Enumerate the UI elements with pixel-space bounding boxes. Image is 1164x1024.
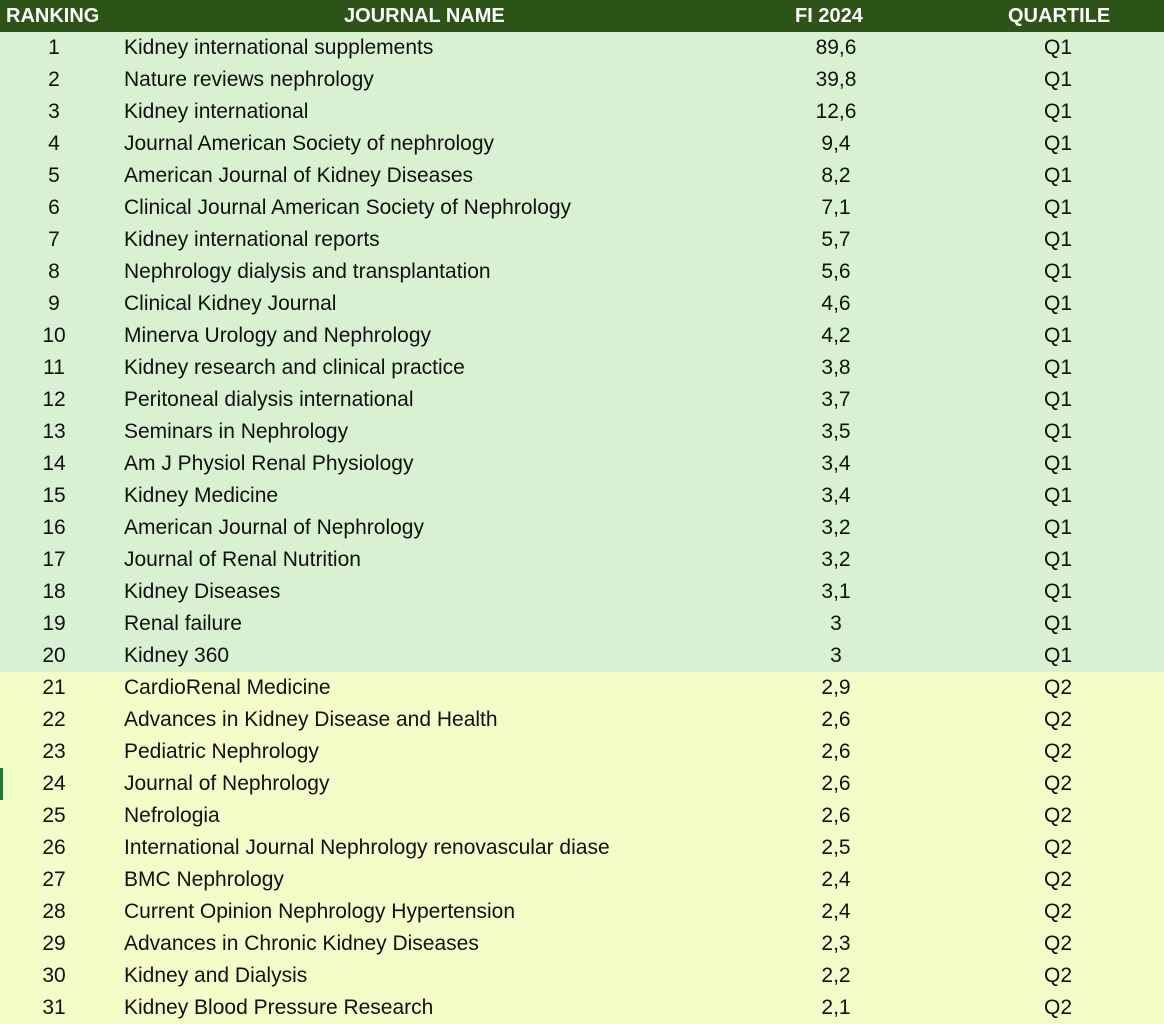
fi-cell[interactable]: 5,6 [821, 260, 851, 283]
table-row[interactable] [0, 64, 1164, 96]
rank-cell[interactable]: 1 [48, 36, 60, 59]
quartile-cell[interactable]: Q1 [1043, 100, 1072, 123]
fi-cell[interactable]: 3 [830, 612, 842, 635]
journal-name-cell[interactable]: Current Opinion Nephrology Hypertension [124, 900, 516, 923]
rank-cell[interactable]: 20 [42, 644, 66, 667]
quartile-cell[interactable]: Q1 [1043, 36, 1072, 59]
journal-name-cell[interactable]: American Journal of Kidney Diseases [124, 164, 474, 187]
quartile-cell[interactable]: Q2 [1043, 708, 1072, 731]
fi-cell[interactable]: 3,8 [821, 356, 851, 379]
journal-name-cell[interactable]: Kidney 360 [124, 644, 230, 667]
quartile-cell[interactable]: Q2 [1043, 964, 1072, 987]
journal-name-cell[interactable]: Nature reviews nephrology [124, 68, 374, 91]
table-body [0, 32, 1164, 1024]
rank-cell[interactable]: 21 [42, 676, 66, 699]
quartile-cell[interactable]: Q2 [1043, 868, 1072, 891]
fi-cell[interactable]: 2,6 [821, 740, 851, 763]
table-row[interactable] [0, 32, 1164, 64]
quartile-cell[interactable]: Q1 [1043, 228, 1072, 251]
quartile-cell[interactable]: Q2 [1043, 996, 1072, 1019]
journal-name-cell[interactable]: Kidney research and clinical practice [124, 356, 465, 379]
quartile-cell[interactable]: Q1 [1043, 548, 1072, 571]
table-row[interactable] [0, 832, 1164, 864]
fi-cell[interactable]: 4,6 [821, 292, 851, 315]
fi-cell[interactable]: 2,4 [821, 868, 851, 891]
table-row[interactable] [0, 544, 1164, 576]
journal-name-cell[interactable]: Kidney Blood Pressure Research [124, 996, 434, 1019]
journal-name-cell[interactable]: Kidney and Dialysis [124, 964, 308, 987]
quartile-cell[interactable]: Q1 [1043, 388, 1072, 411]
table-row[interactable] [0, 384, 1164, 416]
journal-name-cell[interactable]: Kidney Medicine [124, 484, 279, 507]
quartile-cell[interactable]: Q2 [1043, 676, 1072, 699]
quartile-cell[interactable]: Q2 [1043, 772, 1072, 795]
fi-cell[interactable]: 39,8 [815, 68, 857, 91]
fi-cell[interactable]: 2,3 [821, 932, 851, 955]
quartile-cell[interactable]: Q1 [1043, 356, 1072, 379]
table-row[interactable] [0, 736, 1164, 768]
quartile-cell[interactable]: Q1 [1043, 68, 1072, 91]
rank-cell[interactable]: 9 [48, 292, 60, 315]
table-row[interactable] [0, 192, 1164, 224]
journal-name-cell[interactable]: Renal failure [124, 612, 242, 635]
quartile-cell[interactable]: Q1 [1043, 420, 1072, 443]
journal-name-cell[interactable]: International Journal Nephrology renovascular diase [124, 836, 610, 859]
table-row[interactable] [0, 864, 1164, 896]
quartile-cell[interactable]: Q1 [1043, 292, 1072, 315]
journal-name-cell[interactable]: CardioRenal Medicine [124, 676, 331, 699]
quartile-cell[interactable]: Q2 [1043, 900, 1072, 923]
rank-cell[interactable]: 15 [42, 484, 66, 507]
quartile-cell[interactable]: Q1 [1043, 580, 1072, 603]
table-row[interactable] [0, 768, 1164, 800]
rank-cell[interactable]: 7 [48, 228, 60, 251]
rank-cell[interactable]: 24 [42, 772, 66, 795]
journal-name-cell[interactable]: Clinical Journal American Society of Nephrology [124, 196, 572, 219]
quartile-cell[interactable]: Q1 [1043, 516, 1072, 539]
journal-name-cell[interactable]: Kidney international reports [124, 228, 380, 251]
table-row[interactable] [0, 352, 1164, 384]
quartile-cell[interactable]: Q1 [1043, 196, 1072, 219]
journal-name-cell[interactable]: Journal of Nephrology [124, 772, 330, 795]
rank-cell[interactable]: 4 [48, 132, 60, 155]
rank-cell[interactable]: 14 [42, 452, 66, 475]
table-row[interactable] [0, 416, 1164, 448]
rank-cell[interactable]: 5 [48, 164, 60, 187]
rank-cell[interactable]: 29 [42, 932, 66, 955]
table-row[interactable] [0, 608, 1164, 640]
table-row[interactable] [0, 800, 1164, 832]
table-row[interactable] [0, 576, 1164, 608]
rank-cell[interactable]: 25 [42, 804, 66, 827]
fi-cell[interactable]: 12,6 [815, 100, 857, 123]
table-row[interactable] [0, 256, 1164, 288]
journal-name-cell[interactable]: American Journal of Nephrology [124, 516, 424, 539]
journal-name-cell[interactable]: Nephrology dialysis and transplantation [124, 260, 491, 283]
fi-cell[interactable]: 2,9 [821, 676, 851, 699]
table-row[interactable] [0, 928, 1164, 960]
quartile-cell[interactable]: Q1 [1043, 260, 1072, 283]
fi-cell[interactable]: 8,2 [821, 164, 851, 187]
fi-cell[interactable]: 89,6 [815, 36, 857, 59]
table-row[interactable] [0, 288, 1164, 320]
table-row[interactable] [0, 160, 1164, 192]
rank-cell[interactable]: 27 [42, 868, 66, 891]
rank-cell[interactable]: 11 [43, 356, 65, 379]
fi-cell[interactable]: 2,5 [821, 836, 851, 859]
journal-name-cell[interactable]: Pediatric Nephrology [124, 740, 319, 763]
header-fi[interactable]: FI 2024 [795, 5, 863, 27]
table-row[interactable] [0, 672, 1164, 704]
fi-cell[interactable]: 2,6 [821, 772, 851, 795]
rank-cell[interactable]: 2 [48, 68, 60, 91]
table-row[interactable] [0, 96, 1164, 128]
table-row[interactable] [0, 992, 1164, 1024]
quartile-cell[interactable]: Q2 [1043, 804, 1072, 827]
fi-cell[interactable]: 4,2 [821, 324, 851, 347]
journal-name-cell[interactable]: Nefrologia [124, 804, 220, 827]
quartile-cell[interactable]: Q1 [1043, 132, 1072, 155]
table-row[interactable] [0, 896, 1164, 928]
table-row[interactable] [0, 640, 1164, 672]
journal-name-cell[interactable]: Kidney international [124, 100, 309, 123]
journal-name-cell[interactable]: Advances in Kidney Disease and Health [124, 708, 498, 731]
quartile-cell[interactable]: Q1 [1043, 612, 1072, 635]
journal-name-cell[interactable]: Journal American Society of nephrology [124, 132, 495, 155]
journal-name-cell[interactable]: Seminars in Nephrology [124, 420, 349, 443]
header-journal-name[interactable]: JOURNAL NAME [344, 5, 505, 27]
journal-name-cell[interactable]: Advances in Chronic Kidney Diseases [124, 932, 479, 955]
journal-name-cell[interactable]: Journal of Renal Nutrition [124, 548, 361, 571]
fi-cell[interactable]: 3,2 [821, 548, 851, 571]
quartile-cell[interactable]: Q1 [1043, 644, 1072, 667]
rank-cell[interactable]: 8 [48, 260, 60, 283]
fi-cell[interactable]: 2,1 [821, 996, 851, 1019]
rank-cell[interactable]: 18 [42, 580, 66, 603]
journal-name-cell[interactable]: Clinical Kidney Journal [124, 292, 337, 315]
fi-cell[interactable]: 2,2 [821, 964, 851, 987]
journal-name-cell[interactable]: Peritoneal dialysis international [124, 388, 414, 411]
table-row[interactable] [0, 224, 1164, 256]
rank-cell[interactable]: 30 [42, 964, 66, 987]
fi-cell[interactable]: 3,1 [821, 580, 851, 603]
fi-cell[interactable]: 3,2 [821, 516, 851, 539]
quartile-cell[interactable]: Q2 [1043, 932, 1072, 955]
rank-cell[interactable]: 6 [48, 196, 60, 219]
quartile-cell[interactable]: Q2 [1043, 836, 1072, 859]
fi-cell[interactable]: 7,1 [821, 196, 851, 219]
journal-name-cell[interactable]: Kidney international supplements [124, 36, 434, 59]
fi-cell[interactable]: 9,4 [821, 132, 851, 155]
journal-name-cell[interactable]: Kidney Diseases [124, 580, 281, 603]
fi-cell[interactable]: 3,5 [821, 420, 851, 443]
table-row[interactable] [0, 480, 1164, 512]
rank-cell[interactable]: 28 [42, 900, 66, 923]
rank-cell[interactable]: 19 [42, 612, 66, 635]
table-row[interactable] [0, 128, 1164, 160]
fi-cell[interactable]: 3 [830, 644, 842, 667]
rank-cell[interactable]: 13 [42, 420, 66, 443]
quartile-cell[interactable]: Q1 [1043, 164, 1072, 187]
rank-cell[interactable]: 31 [42, 996, 66, 1019]
rank-cell[interactable]: 3 [48, 100, 60, 123]
rank-cell[interactable]: 16 [42, 516, 66, 539]
journal-name-cell[interactable]: BMC Nephrology [124, 868, 284, 891]
table-row[interactable] [0, 512, 1164, 544]
rank-cell[interactable]: 22 [42, 708, 66, 731]
table-row[interactable] [0, 448, 1164, 480]
rank-cell[interactable]: 17 [42, 548, 66, 571]
table-row[interactable] [0, 704, 1164, 736]
fi-cell[interactable]: 2,6 [821, 804, 851, 827]
rank-cell[interactable]: 12 [42, 388, 66, 411]
table-row[interactable] [0, 960, 1164, 992]
fi-cell[interactable]: 2,4 [821, 900, 851, 923]
table-row[interactable] [0, 320, 1164, 352]
row-selection-marker [0, 768, 3, 800]
header-ranking[interactable]: RANKING [6, 5, 100, 27]
fi-cell[interactable]: 3,7 [821, 388, 851, 411]
fi-cell[interactable]: 2,6 [821, 708, 851, 731]
journal-name-cell[interactable]: Minerva Urology and Nephrology [124, 324, 431, 347]
quartile-cell[interactable]: Q1 [1043, 484, 1072, 507]
rank-cell[interactable]: 10 [42, 324, 66, 347]
journal-name-cell[interactable]: Am J Physiol Renal Physiology [124, 452, 414, 475]
header-quartile[interactable]: QUARTILE [1008, 5, 1111, 27]
quartile-cell[interactable]: Q1 [1043, 452, 1072, 475]
table-header [0, 0, 1164, 32]
fi-cell[interactable]: 3,4 [821, 452, 851, 475]
rank-cell[interactable]: 23 [42, 740, 66, 763]
fi-cell[interactable]: 3,4 [821, 484, 851, 507]
rank-cell[interactable]: 26 [42, 836, 66, 859]
quartile-cell[interactable]: Q1 [1043, 324, 1072, 347]
quartile-cell[interactable]: Q2 [1043, 740, 1072, 763]
fi-cell[interactable]: 5,7 [821, 228, 851, 251]
